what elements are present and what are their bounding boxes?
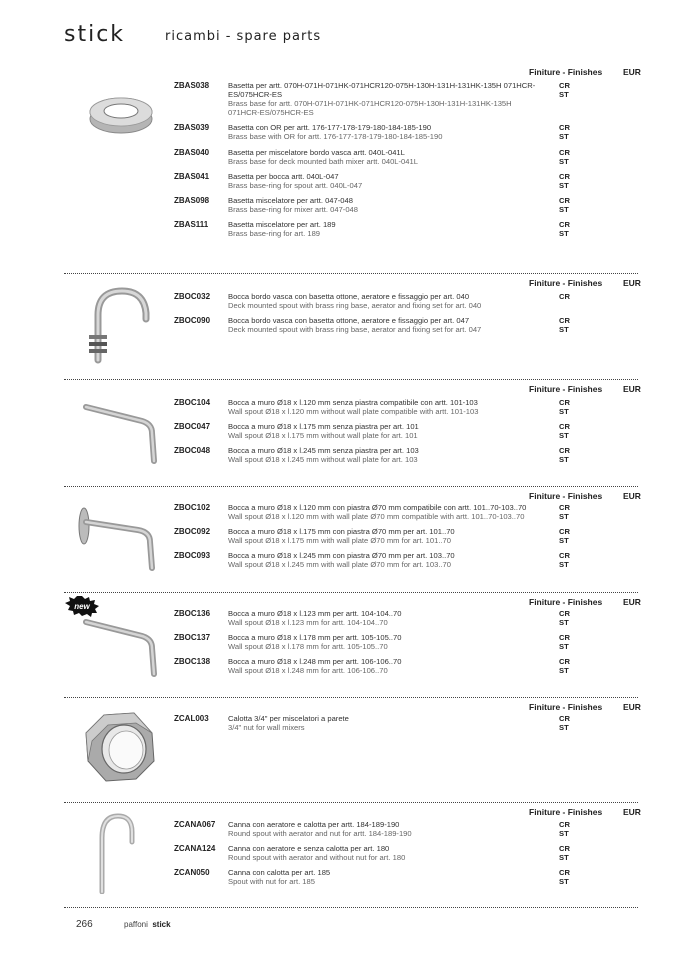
page-subtitle: ricambi - spare parts	[165, 29, 322, 44]
new-badge-text: new	[74, 602, 90, 611]
page-number: 266	[76, 919, 93, 930]
part-code: ZBAS038	[174, 81, 210, 90]
description-it: Canna con calotta per art. 185	[228, 868, 331, 877]
finishes-header: Finiture - Finishes	[529, 807, 603, 817]
section-bases	[64, 62, 641, 252]
finishes-header: Finiture - Finishes	[529, 278, 603, 288]
description-it: Bocca a muro Ø18 x l.175 mm con piastra Ø70 mm per art. 101..70	[228, 527, 455, 536]
description-it: Basetta per miscelatore bordo vasca artt. 040L-041L	[228, 148, 405, 157]
finishes: CR	[559, 292, 570, 301]
part-code: ZCAN050	[174, 868, 210, 877]
finishes: CR ST	[559, 81, 570, 99]
divider	[64, 592, 638, 593]
description-it: Bocca a muro Ø18 x l.245 mm con piastra Ø70 mm per art. 103..70	[228, 551, 455, 560]
part-code: ZBOC138	[174, 657, 211, 666]
section-round-spouts	[64, 802, 641, 902]
description-it: Basetta miscelatore per art. 189	[228, 220, 336, 229]
description-it: Bocca a muro Ø18 x l.175 mm senza piastra per art. 101	[228, 422, 419, 431]
section-wall-spouts-plate	[64, 486, 641, 586]
description-en: Wall spout Ø18 x l.120 mm without wall plate compatible with artt. 101-103	[228, 407, 479, 416]
description-en: 3/4" nut for wall mixers	[228, 723, 305, 732]
eur-header: EUR	[623, 702, 641, 712]
finishes: CR ST	[559, 633, 570, 651]
description-it: Canna con aeratore e calotta per artt. 184-189-190	[228, 820, 400, 829]
description-it: Basetta miscelatore per artt. 047-048	[228, 196, 353, 205]
description-it: Calotta 3/4" per miscelatori a parete	[228, 714, 349, 723]
column-headers	[529, 67, 641, 77]
part-code: ZBOC136	[174, 609, 211, 618]
part-code: ZCAL003	[174, 714, 209, 723]
part-code: ZBAS041	[174, 172, 210, 181]
description-it: Basetta con OR per artt. 176-177-178-179-180-184-185-190	[228, 123, 432, 132]
finishes: CR ST	[559, 868, 570, 886]
divider	[64, 697, 638, 698]
finishes: CR ST	[559, 220, 570, 238]
eur-header: EUR	[623, 807, 641, 817]
part-code: ZBOC048	[174, 446, 211, 455]
description-it: Bocca a muro Ø18 x l.120 mm con piastra Ø70 mm compatibile con artt. 101..70-103..70	[228, 503, 527, 512]
part-code: ZBOC047	[174, 422, 211, 431]
brass-base-ring-image	[86, 92, 156, 138]
footer-brand	[124, 920, 171, 929]
wall-spout-plate-image	[74, 496, 164, 576]
eur-header: EUR	[623, 491, 641, 501]
finishes: CR ST	[559, 527, 570, 545]
footer-brand-name: paffoni	[124, 920, 148, 929]
section-deck-spouts	[64, 273, 641, 373]
part-code: ZCANA124	[174, 844, 216, 853]
description-it: Bocca a muro Ø18 x l.120 mm senza piastra compatibile con artt. 101-103	[228, 398, 478, 407]
divider	[64, 802, 638, 803]
finishes: CR ST	[559, 148, 570, 166]
description-it: Basetta per bocca artt. 040L-047	[228, 172, 339, 181]
part-code: ZBOC104	[174, 398, 211, 407]
description-en: Wall spout Ø18 x l.120 mm with wall plate Ø70 mm compatible with artt. 101..70-103..70	[228, 512, 525, 521]
finishes: CR ST	[559, 503, 570, 521]
round-spout-image	[92, 812, 152, 894]
description-en: Wall spout Ø18 x l.245 mm with wall plate Ø70 mm for art. 103..70	[228, 560, 451, 569]
description-en: Wall spout Ø18 x l.245 mm without wall plate for art. 103	[228, 455, 418, 464]
eur-header: EUR	[623, 67, 641, 77]
page-brand-title: stick	[64, 22, 126, 47]
nut-image	[84, 711, 158, 783]
description-en: Wall spout Ø18 x l.175 mm with wall plate Ø70 mm for art. 101..70	[228, 536, 451, 545]
description-en: Spout with nut for art. 185	[228, 877, 315, 886]
wall-spout-image	[82, 614, 162, 680]
finishes: CR ST	[559, 820, 570, 838]
part-code: ZBOC102	[174, 503, 211, 512]
divider	[64, 486, 638, 487]
description-en: Brass base for artt. 070H-071H-071HK-071HCR120-075H-130H-131H-131HK-135H 071HCR-ES/075HCR-ES	[228, 99, 512, 117]
eur-header: EUR	[623, 597, 641, 607]
finishes: CR ST	[559, 196, 570, 214]
column-headers	[529, 807, 641, 817]
description-en: Round spout with aerator and without nut for art. 180	[228, 853, 406, 862]
part-code: ZBOC092	[174, 527, 211, 536]
description-en: Wall spout Ø18 x l.248 mm for artt. 106-106..70	[228, 666, 388, 675]
divider	[64, 273, 638, 274]
finishes: CR ST	[559, 422, 570, 440]
description-en: Wall spout Ø18 x l.175 mm without wall plate for art. 101	[228, 431, 418, 440]
description-it: Basetta per artt. 070H-071H-071HK-071HCR120-075H-130H-131H-131HK-135H 071HCR-ES/075HCR-ES	[228, 81, 536, 99]
description-it: Bocca bordo vasca con basetta ottone, aeratore e fissaggio per art. 047	[228, 316, 470, 325]
section-nut	[64, 697, 641, 797]
description-en: Wall spout Ø18 x l.123 mm for artt. 104-104..70	[228, 618, 388, 627]
description-en: Brass base with OR for artt. 176-177-178-179-180-184-185-190	[228, 132, 443, 141]
finishes: CR ST	[559, 551, 570, 569]
wall-spout-image	[82, 399, 162, 465]
description-en: Brass base-ring for art. 189	[228, 229, 321, 238]
part-code: ZBOC090	[174, 316, 211, 325]
deck-spout-image	[86, 285, 156, 367]
part-code: ZBAS039	[174, 123, 210, 132]
description-it: Bocca a muro Ø18 x l.178 mm per artt. 105-105..70	[228, 633, 402, 642]
part-code: ZBOC137	[174, 633, 211, 642]
part-code: ZBAS111	[174, 220, 209, 229]
finishes: CR ST	[559, 609, 570, 627]
finishes: CR ST	[559, 316, 570, 334]
divider	[64, 379, 638, 380]
description-en: Brass base-ring for mixer artt. 047-048	[228, 205, 358, 214]
description-en: Deck mounted spout with brass ring base, aerator and fixing set for art. 047	[228, 325, 482, 334]
column-headers	[529, 491, 641, 501]
finishes-header: Finiture - Finishes	[529, 597, 603, 607]
footer-divider	[64, 907, 638, 908]
part-code: ZBOC032	[174, 292, 211, 301]
finishes: CR ST	[559, 172, 570, 190]
part-code: ZCANA067	[174, 820, 216, 829]
column-headers	[529, 597, 641, 607]
description-it: Bocca a muro Ø18 x l.248 mm per artt. 106-106..70	[228, 657, 402, 666]
part-code: ZBAS040	[174, 148, 210, 157]
description-it: Canna con aeratore e senza calotta per art. 180	[228, 844, 390, 853]
description-en: Brass base for deck mounted bath mixer artt. 040L-041L	[228, 157, 418, 166]
finishes: CR ST	[559, 398, 570, 416]
finishes-header: Finiture - Finishes	[529, 67, 603, 77]
description-en: Brass base-ring for spout artt. 040L-047	[228, 181, 363, 190]
part-code: ZBOC093	[174, 551, 211, 560]
description-en: Deck mounted spout with brass ring base, aerator and fixing set for art. 040	[228, 301, 482, 310]
section-new-wall-spouts	[64, 592, 641, 692]
eur-header: EUR	[623, 278, 641, 288]
column-headers	[529, 278, 641, 288]
finishes-header: Finiture - Finishes	[529, 491, 603, 501]
finishes: CR ST	[559, 446, 570, 464]
finishes: CR ST	[559, 657, 570, 675]
finishes: CR ST	[559, 844, 570, 862]
part-code: ZBAS098	[174, 196, 210, 205]
description-en: Wall spout Ø18 x l.178 mm for artt. 105-105..70	[228, 642, 388, 651]
eur-header: EUR	[623, 384, 641, 394]
finishes-header: Finiture - Finishes	[529, 702, 603, 712]
finishes: CR ST	[559, 123, 570, 141]
description-it: Bocca a muro Ø18 x l.123 mm per artt. 104-104..70	[228, 609, 402, 618]
footer-line-name: stick	[152, 920, 171, 929]
finishes: CR ST	[559, 714, 570, 732]
description-it: Bocca a muro Ø18 x l.245 mm senza piastra per art. 103	[228, 446, 419, 455]
finishes-header: Finiture - Finishes	[529, 384, 603, 394]
description-en: Round spout with aerator and nut for artt. 184-189-190	[228, 829, 412, 838]
section-wall-spouts	[64, 379, 641, 479]
column-headers	[529, 702, 641, 712]
description-it: Bocca bordo vasca con basetta ottone, aeratore e fissaggio per art. 040	[228, 292, 470, 301]
column-headers	[529, 384, 641, 394]
